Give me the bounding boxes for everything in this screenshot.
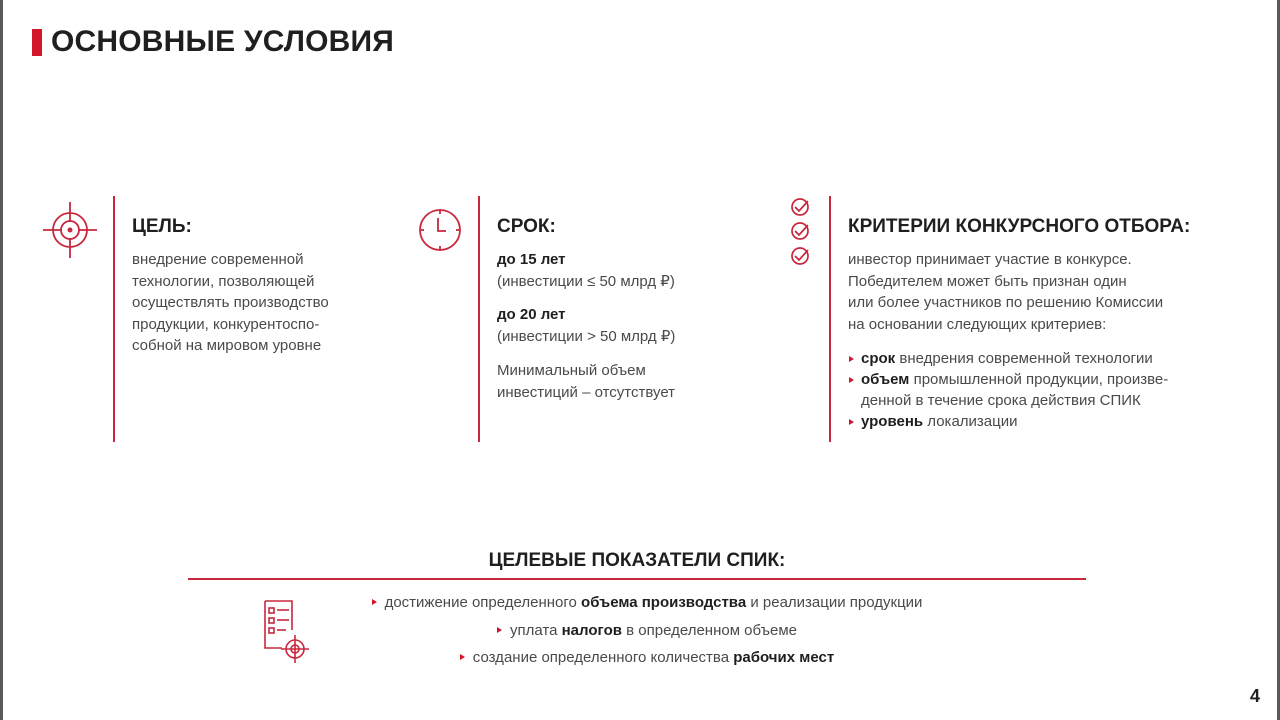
bullet-icon bbox=[497, 627, 502, 633]
goal-title: ЦЕЛЬ: bbox=[132, 216, 192, 237]
goal-line: собной на мировом уровне bbox=[132, 337, 322, 354]
criteria-list bbox=[848, 348, 1168, 432]
goal-line: внедрение современной bbox=[132, 251, 304, 268]
criteria-intro-line: Победителем может быть признан один bbox=[848, 272, 1127, 290]
criteria-item: срок внедрения современной технологии bbox=[848, 348, 1168, 369]
term-option-1-note: (инвестиции ≤ 50 млрд ₽) bbox=[497, 272, 675, 290]
targets-divider bbox=[188, 578, 1086, 580]
criteria-intro-line: на основании следующих критериев: bbox=[848, 315, 1107, 333]
criteria-title: КРИТЕРИИ КОНКУРСНОГО ОТБОРА: bbox=[848, 216, 1191, 237]
target-item-production: достижение определенного объема производства и реализации продукции bbox=[0, 594, 1280, 611]
page-number: 4 bbox=[1249, 686, 1260, 706]
goal-line: осуществлять производство bbox=[132, 294, 329, 311]
target-crosshair-icon bbox=[42, 200, 98, 260]
bullet-icon bbox=[460, 654, 465, 660]
target-item-jobs: создание определенного количества рабочих мест bbox=[0, 649, 1280, 666]
criteria-item: объем промышленной продукции, произве- денной в течение срока действия СПИК bbox=[848, 369, 1168, 411]
term-minimum bbox=[497, 360, 675, 403]
target-item-taxes: уплата налогов в определенном объеме bbox=[0, 622, 1280, 639]
term-minimum-line: Минимальный объем bbox=[497, 362, 646, 379]
term-option-2-label: до 20 лет bbox=[497, 306, 566, 323]
term-minimum-line: инвестиций – отсутствует bbox=[497, 383, 676, 401]
term-option-2-note: (инвестиции > 50 млрд ₽) bbox=[497, 327, 676, 345]
goal-text bbox=[132, 249, 329, 357]
criteria-divider bbox=[829, 196, 831, 442]
term-divider bbox=[478, 196, 480, 442]
goal-line: технологии, позволяющей bbox=[132, 272, 315, 290]
targets-title: ЦЕЛЕВЫЕ ПОКАЗАТЕЛИ СПИК: bbox=[488, 550, 786, 571]
term-title: СРОК: bbox=[497, 216, 556, 237]
goal-divider bbox=[113, 196, 115, 442]
goal-line: продукции, конкурентоспо- bbox=[132, 315, 320, 333]
criteria-item: уровень локализации bbox=[848, 411, 1168, 432]
page-title: ОСНОВНЫЕ УСЛОВИЯ bbox=[51, 25, 394, 58]
frame-left-border bbox=[0, 0, 3, 720]
term-option-1 bbox=[497, 249, 675, 292]
bullet-icon bbox=[372, 599, 377, 605]
criteria-intro-line: или более участников по решению Комиссии bbox=[848, 294, 1164, 311]
criteria-intro-line: инвестор принимает участие в конкурсе. bbox=[848, 251, 1132, 268]
criteria-intro bbox=[848, 249, 1163, 335]
term-option-2 bbox=[497, 304, 675, 347]
title-accent-bar bbox=[32, 29, 42, 56]
term-option-1-label: до 15 лет bbox=[497, 251, 566, 268]
checklist-icon bbox=[789, 196, 813, 270]
clock-icon bbox=[417, 207, 463, 253]
